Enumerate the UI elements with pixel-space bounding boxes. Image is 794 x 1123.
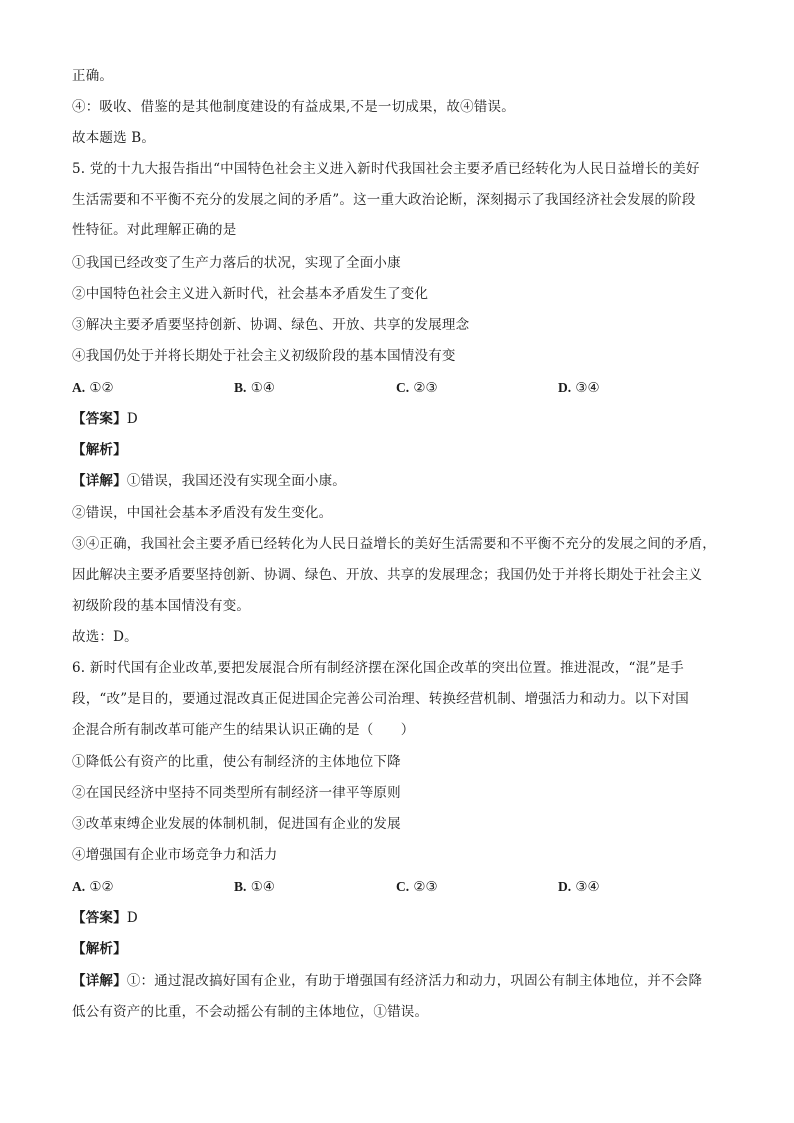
q6-detail-text-1: ①：通过混改搞好国有企业，有助于增强国有经济活力和动力，巩固公有制主体地位，并不会降	[126, 973, 703, 989]
q5-option-b	[234, 378, 275, 398]
q5-option-b-key: B.	[234, 380, 247, 395]
q5-conclusion: 故选：D。	[72, 629, 138, 645]
q5-option-c	[396, 378, 438, 398]
q6-option-d-key: D.	[558, 879, 572, 894]
q6-statement-4: ④增强国有企业市场竞争力和活力	[72, 847, 278, 863]
prev-text-line-2: ④：吸收、借鉴的是其他制度建设的有益成果,不是一切成果，故④错误。	[72, 99, 515, 115]
q5-detail-line-3: ③④正确，我国社会主要矛盾已经转化为人民日益增长的美好生活需要和不平衡不充分的发展之间的矛盾，	[72, 536, 716, 552]
q6-answer-value: D	[126, 910, 138, 926]
q5-stem-line-1: 5. 党的十九大报告指出“中国特色社会主义进入新时代我国社会主要矛盾已经转化为人民日益增长的美好	[72, 161, 700, 177]
q6-analysis-label: 【解析】	[72, 941, 127, 957]
q6-detail-line-2: 低公有资产的比重，不会动摇公有制的主体地位，①错误。	[72, 1004, 429, 1020]
q6-option-c-key: C.	[396, 879, 410, 894]
q5-answer-label: 【答案】	[72, 411, 127, 427]
q6-answer-label: 【答案】	[72, 910, 127, 926]
q6-option-d-value: ③④	[575, 879, 600, 895]
q6-stem-line-1: 6. 新时代国有企业改革,要把发展混合所有制经济摆在深化国企改革的突出位置。推进混改，“混”是手	[72, 660, 684, 676]
q6-statement-3: ③改革束缚企业发展的体制机制，促进国有企业的发展	[72, 816, 401, 832]
q5-statement-4: ④我国仍处于并将长期处于社会主义初级阶段的基本国情没有变	[72, 348, 456, 364]
q5-analysis-label: 【解析】	[72, 442, 127, 458]
q5-stem-line-3: 性特征。对此理解正确的是	[72, 222, 237, 238]
q5-option-c-value: ②③	[413, 380, 438, 396]
q6-option-d	[558, 877, 600, 897]
q5-option-a-key: A.	[72, 380, 86, 395]
q6-stem-line-3: 企混合所有制改革可能产生的结果认识正确的是（ ）	[72, 722, 415, 738]
q6-option-a-key: A.	[72, 879, 86, 894]
q6-option-b-value: ①④	[250, 879, 275, 895]
q6-option-b	[234, 877, 275, 897]
q5-answer-value: D	[126, 411, 138, 427]
q5-statement-2: ②中国特色社会主义进入新时代，社会基本矛盾发生了变化	[72, 286, 429, 302]
q6-option-a	[72, 877, 114, 897]
q6-detail-label: 【详解】	[72, 973, 127, 989]
q6-detail-line-1	[72, 971, 702, 991]
q5-detail-line-4: 因此解决主要矛盾要坚持创新、协调、绿色、开放、共享的发展理念；我国仍处于并将长期处于社会主义	[72, 567, 703, 583]
q6-option-c-value: ②③	[413, 879, 438, 895]
q5-detail-line-5: 初级阶段的基本国情没有变。	[72, 598, 251, 614]
q6-option-b-key: B.	[234, 879, 247, 894]
q5-statement-1: ①我国已经改变了生产力落后的状况，实现了全面小康	[72, 255, 401, 271]
q5-detail-text-1: ①错误，我国还没有实现全面小康。	[126, 473, 347, 489]
q6-statement-1: ①降低公有资产的比重，使公有制经济的主体地位下降	[72, 754, 401, 770]
q6-option-a-value: ①②	[89, 879, 114, 895]
q5-option-d-value: ③④	[575, 380, 600, 396]
q5-option-d-key: D.	[558, 380, 572, 395]
q6-option-c	[396, 877, 438, 897]
prev-conclusion: 故本题选 B。	[72, 130, 156, 146]
q5-stem-line-2: 生活需要和不平衡不充分的发展之间的矛盾”。这一重大政治论断，深刻揭示了我国经济社会发展的阶段	[72, 192, 696, 208]
prev-text-line-1: 正确。	[72, 68, 114, 84]
q5-option-b-value: ①④	[250, 380, 275, 396]
q5-detail-line-1	[72, 471, 346, 491]
q5-option-a	[72, 378, 114, 398]
q6-statement-2: ②在国民经济中坚持不同类型所有制经济一律平等原则	[72, 785, 401, 801]
q5-detail-label: 【详解】	[72, 473, 127, 489]
q5-option-c-key: C.	[396, 380, 410, 395]
q6-stem-line-2: 段，“改”是目的，要通过混改真正促进国企完善公司治理、转换经营机制、增强活力和动力。以下对国	[72, 691, 690, 707]
q6-answer	[72, 908, 138, 928]
q5-option-a-value: ①②	[89, 380, 114, 396]
q5-answer	[72, 409, 138, 429]
q5-statement-3: ③解决主要矛盾要坚持创新、协调、绿色、开放、共享的发展理念	[72, 317, 470, 333]
q5-detail-line-2: ②错误，中国社会基本矛盾没有发生变化。	[72, 505, 333, 521]
q5-option-d	[558, 378, 600, 398]
